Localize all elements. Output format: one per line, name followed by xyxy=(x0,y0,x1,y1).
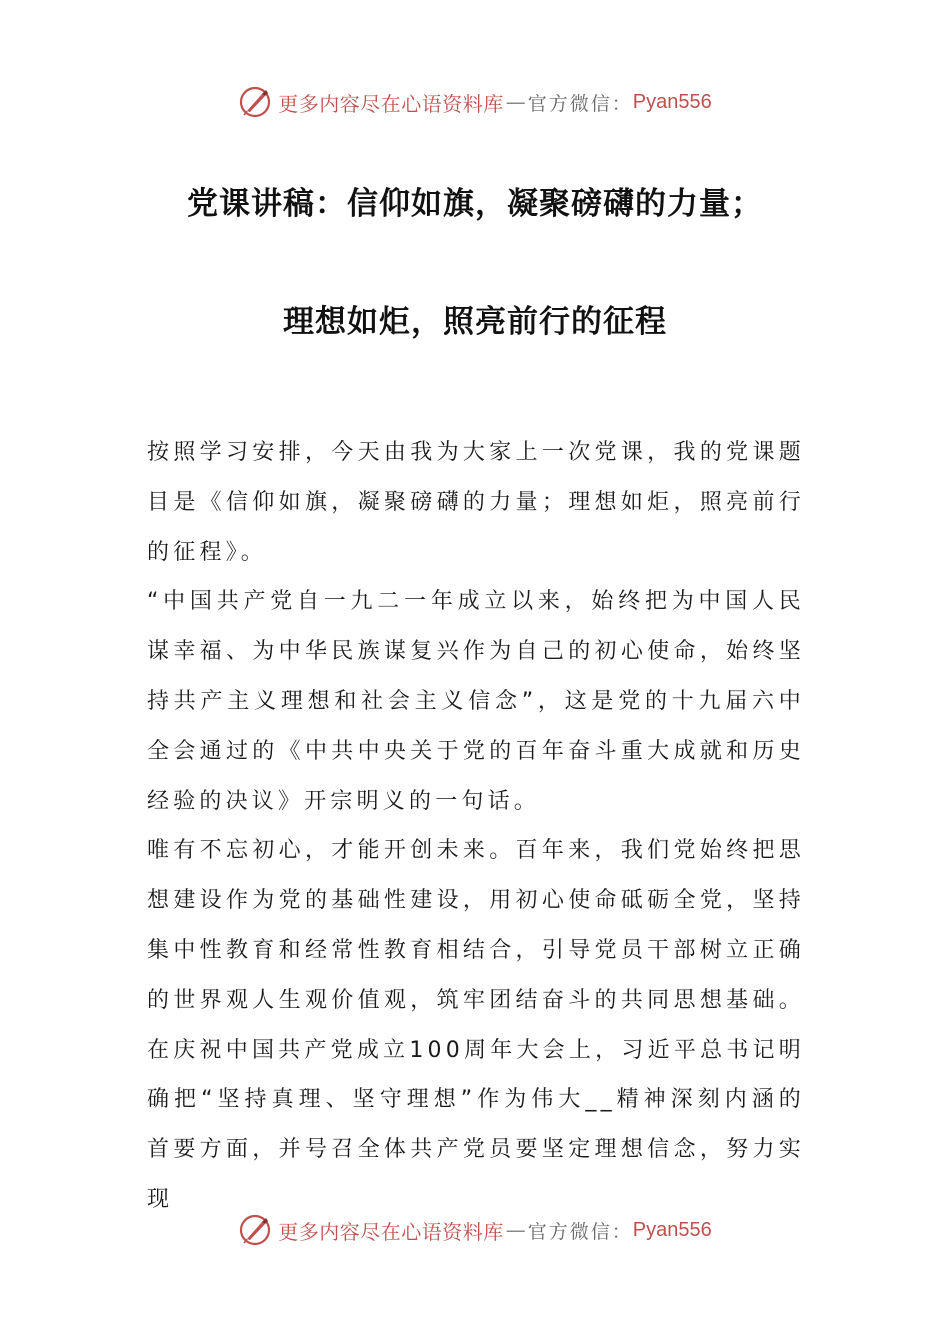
document-body xyxy=(147,428,805,1225)
body-paragraph-2: “中国共产党自一九二一年成立以来，始终把为中国人民谋幸福、为中华民族谋复兴作为自己的初心使命，始终坚持共产主义理想和社会主义信念”，这是党的十九届六中全会通过的《中共中央关于党的百年奋斗重大成就和历史经验的决议》开宗明义的一句话。 xyxy=(147,589,805,814)
watermark-site-text: 更多内容尽在心语资料库 xyxy=(278,91,504,116)
watermark-separator: — xyxy=(505,90,526,114)
watermark-separator: — xyxy=(505,1218,526,1242)
quill-pen-logo-icon xyxy=(238,85,272,119)
body-paragraph-1: 按照学习安排，今天由我为大家上一次党课，我的党课题目是《信仰如旗，凝聚磅礴的力量；理想如炬，照亮前行的征程》。 xyxy=(147,440,805,565)
footer-watermark xyxy=(0,1210,950,1250)
watermark-wechat-id: Pyan556 xyxy=(632,1218,712,1241)
document-title-line-1: 党课讲稿：信仰如旗，凝聚磅礴的力量； xyxy=(187,186,763,222)
header-watermark xyxy=(0,82,950,122)
watermark-label: 官方微信： xyxy=(527,92,633,115)
watermark-wechat-id: Pyan556 xyxy=(632,90,712,113)
document-title-line-2: 理想如炬，照亮前行的征程 xyxy=(283,304,667,340)
quill-pen-logo-icon xyxy=(238,1213,272,1247)
body-paragraph-3: 唯有不忘初心，才能开创未来。百年来，我们党始终把思想建设作为党的基础性建设，用初心使命砥砺全党，坚持集中性教育和经常性教育相结合，引导党员干部树立正确的世界观人生观价值观，筑牢团结奋斗的共同思想基础。在庆祝中国共产党成立100周年大会上，习近平总书记明确把“坚持真理、坚守理想”作为伟大__精神深刻内涵的首要方面，并号召全体共产党员要坚定理想信念，努力实现 xyxy=(147,838,805,1212)
watermark-site-text: 更多内容尽在心语资料库 xyxy=(278,1219,504,1244)
watermark-label: 官方微信： xyxy=(527,1220,633,1243)
